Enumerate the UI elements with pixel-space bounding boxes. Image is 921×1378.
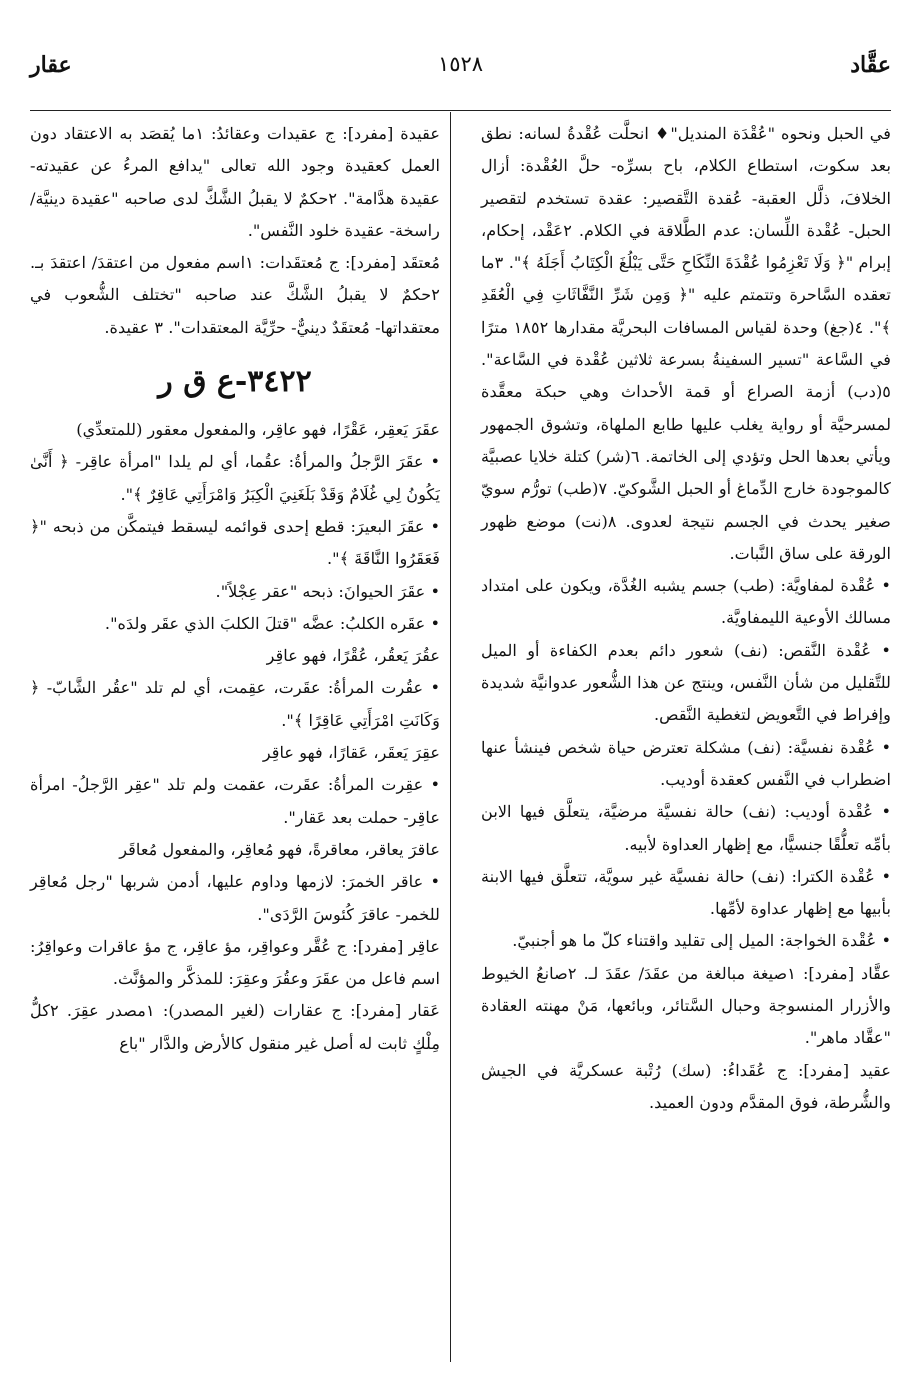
entry-uqda-electra: • عُقْدة الكترا: (نف) حالة نفسيَّة غير سويَّة، تتعلَّق فيها الابنة بأبيها مع إظهار عداوة لأمِّها. [481,866,892,919]
entry-aqid: عقيد [مفرد]: ج عُقَداءُ: (سك) رُتْبة عسكريَّة في الجيش والشُّرطة، فوق المقدَّم ودون العميد. [481,1060,891,1112]
entry-aqida: عقيدة [مفرد]: ج عقيدات وعقائدُ: ١ما يُقصَد به الاعتقاد دون العمل كعقيدة وجود الله تعالى "يدافع المرءُ عن عقيدته- عقيدة هدَّامة". ٢حكمٌ لا يقبلُ الشَّكَّ لدى صاحبه "عقيدة دينيَّة/ راسخة- عقيدة خلود النَّفس". [30,124,440,240]
running-head-right: عقَّاد [850,52,891,78]
entry-aqara-camel: • عقَرَ البعيرَ: قطع إحدى قوائمه ليسقط فيتمكَّن من ذبحه "﴿ فَعَقَرُوا النَّاقَةَ ﴾". [30,516,440,569]
entry-uqda-lymphatic: • عُقْدة لمفاويَّة: (طب) جسم يشبه الغُدَّة، ويكون على امتداد مسالك الأوعية الليمفاويَّة. [481,576,891,628]
entry-aqira-woman: • عقِرت المرأةُ: عقَرت، عقمت ولم تلد "عقِر الرَّجلُ- امرأة عاقِر- حملت بعد عَقار". [30,775,440,827]
entry-aaqara-verb: عاقرَ يعاقر، معاقرةً، فهو مُعاقِر، والمفعول مُعاقَر [119,839,440,859]
entry-mutaqad: مُعتقَد [مفرد]: ج مُعتقَدات: ١اسم مفعول من اعتقدَ/ اعتقدَ بـ. ٢حكمٌ لا يقبلُ الشَّكَّ عند صاحبه "تختلف الشُّعوب في معتقداتها- مُعتقَدٌ دينيٌّ- حرِّيَّة المعتقدات". ٣ عقيدة. [30,253,441,337]
running-head-left: عقار [30,52,72,78]
entry-uqda-text: في الحبل ونحوه "عُقْدَة المنديل"♦ انحلَّت عُقْدةُ لسانه: نطق بعد سكوت، استطاع الكلام، باح بسرِّه- حلَّ العُقْدة: أزال الخلافَ، ذلَّل العقبة- عُقدة التَّقصير: عقدة تستخدم لتقصير الحبل- عُقْدة اللِّسان: عدم الطَّلاقة في الكلام. ٢عَقْد، إحكام، إبرام "﴿ وَلَا تَعْزِمُوا عُقْدَةَ النِّكَاحِ حَتَّى يَبْلُغَ الْكِتَابُ أَجَلَهُ ﴾". ٣ما تعقده السَّاحرة وتتمتم عليه "﴿ وَمِن شَرِّ النَّفَّاثَاتِ فِي الْعُقَدِ ﴾". ٤(جغ) وحدة لقياس المسافات البحريَّة مقدارها ١٨٥٢ مترًا في السَّاعة "تسير السفينةُ بسرعة ثلاثين عُقْدة في السَّاعة". ٥(دب) أزمة الصراع أو قمة الأحداث وهي حبكة معقَّدة لمسرحيَّة أو رواية يغلب عليها طابع الملهاة، وتشوق الجمهور ويأتي بعدها الحل وتؤدي إلى الخاتمة. ٦(شر) كتلة خلايا عصبيَّة كالموجودة خارج الدِّماغ أو الحبل الشَّوكيّ. ٧(طب) تورُّم سويّ صغير يحدث في الجسم نتيجة لعدوى. ٨(نت) موضع ظهور الورقة على ساق النَّبات. [481,124,891,563]
column-divider [450,112,451,1362]
entry-aqara-barren: • عقَرَ الرَّجلُ والمرأةُ: عقُما، أي لم يلدا "امرأة عاقِر- ﴿ أَنَّىٰ يَكُونُ لِي غُلَامٌ وَقَدْ بَلَغَنِيَ الْكِبَرُ وَامْرَأَتِي عَاقِرٌ ﴾". [30,452,440,504]
root-heading: ٣٤٢٢-ع ق ر [158,364,312,400]
entry-aaqir: عاقِر [مفرد]: ج عُقَّر وعواقِر، مؤ عاقِر، ج مؤ عاقرات وعواقِرُ: اسم فاعل من عقَرَ وعقُرَ وعقِرَ: للمذكَّر والمؤنَّث. [30,936,440,989]
entry-aqira-verb: عقِرَ يَعقَر، عَقارًا، فهو عاقِر [262,743,440,763]
left-column [30,118,440,1060]
page-header [30,52,891,96]
entry-aqar: عَقار [مفرد]: ج عقارات (لغير المصدر): ١مصدر عقِرَ. ٢كلُّ مِلْكٍ ثابت له أصل غير منقول كالأرض والدَّار "باع [30,1001,440,1053]
entry-aqura-verb: عقُرَ يَعقُر، عُقْرًا، فهو عاقِر [266,646,440,666]
entry-uqda-inferiority: • عُقْدة النَّقص: (نف) شعور دائم بعدم الكفاءة أو الميل للتَّقليل من شأن النَّفس، وينتج عن هذا الشُّعور عدوانيَّة شديدة وإفراط في التَّعويض لتغطية النَّقص. [481,640,891,725]
entry-aqqad: عقَّاد [مفرد]: ١صيغة مبالغة من عقَدَ/ عقَدَ لـ. ٢صانعُ الخيوط والأزرار المنسوجة وحبال السَّتائر، وبائعها، مَنْ مهنته العقادة "عقَّاد ماهر". [481,963,891,1048]
entry-uqda-khawaja: • عُقْدة الخواجة: الميل إلى تقليد واقتناء كلّ ما هو أجنبيّ. [512,931,891,951]
entry-aqara-animal: • عقَرَ الحيوانَ: ذبحه "عقر عِجْلاً". [215,581,440,601]
header-rule [30,110,891,111]
entry-uqda-oedipus: • عُقْدة أوديب: (نف) حالة نفسيَّة مرضيَّة، يتعلَّق فيها الابن بأمِّه تعلُّقًا جنسيًّا، مع إظهار العداوة لأبيه. [481,802,891,854]
entry-uqda-psychological: • عُقْدة نفسيَّة: (نف) مشكلة تعترض حياة شخص فينشأ عنها اضطراب في النَّفس كعقدة أوديب. [481,737,891,789]
right-column [481,118,891,1119]
entry-aqara-verb: عقَرَ يَعقِر، عَقْرًا، فهو عاقِر، والمفعول معقور (للمتعدِّي) [76,420,440,440]
entry-aqura-woman: • عقُرت المرأةُ: عقَرت، عقِمت، أي لم تلد "عقُر الشَّابّ- ﴿ وَكَانَتِ امْرَأَتِي عَاقِرًا ﴾". [30,678,440,730]
entry-aqara-dog: • عقَره الكلبُ: عضَّه "قتلَ الكلبَ الذي عقَر ولدَه". [104,613,440,633]
page-number: ١٥٢٨ [437,52,484,76]
entry-aaqara-wine: • عاقر الخمرَ: لازمها وداوم عليها، أدمن شربها "رجل مُعاقِر للخمر- عاقرَ كُئوسَ الرَّدَى". [30,872,440,924]
